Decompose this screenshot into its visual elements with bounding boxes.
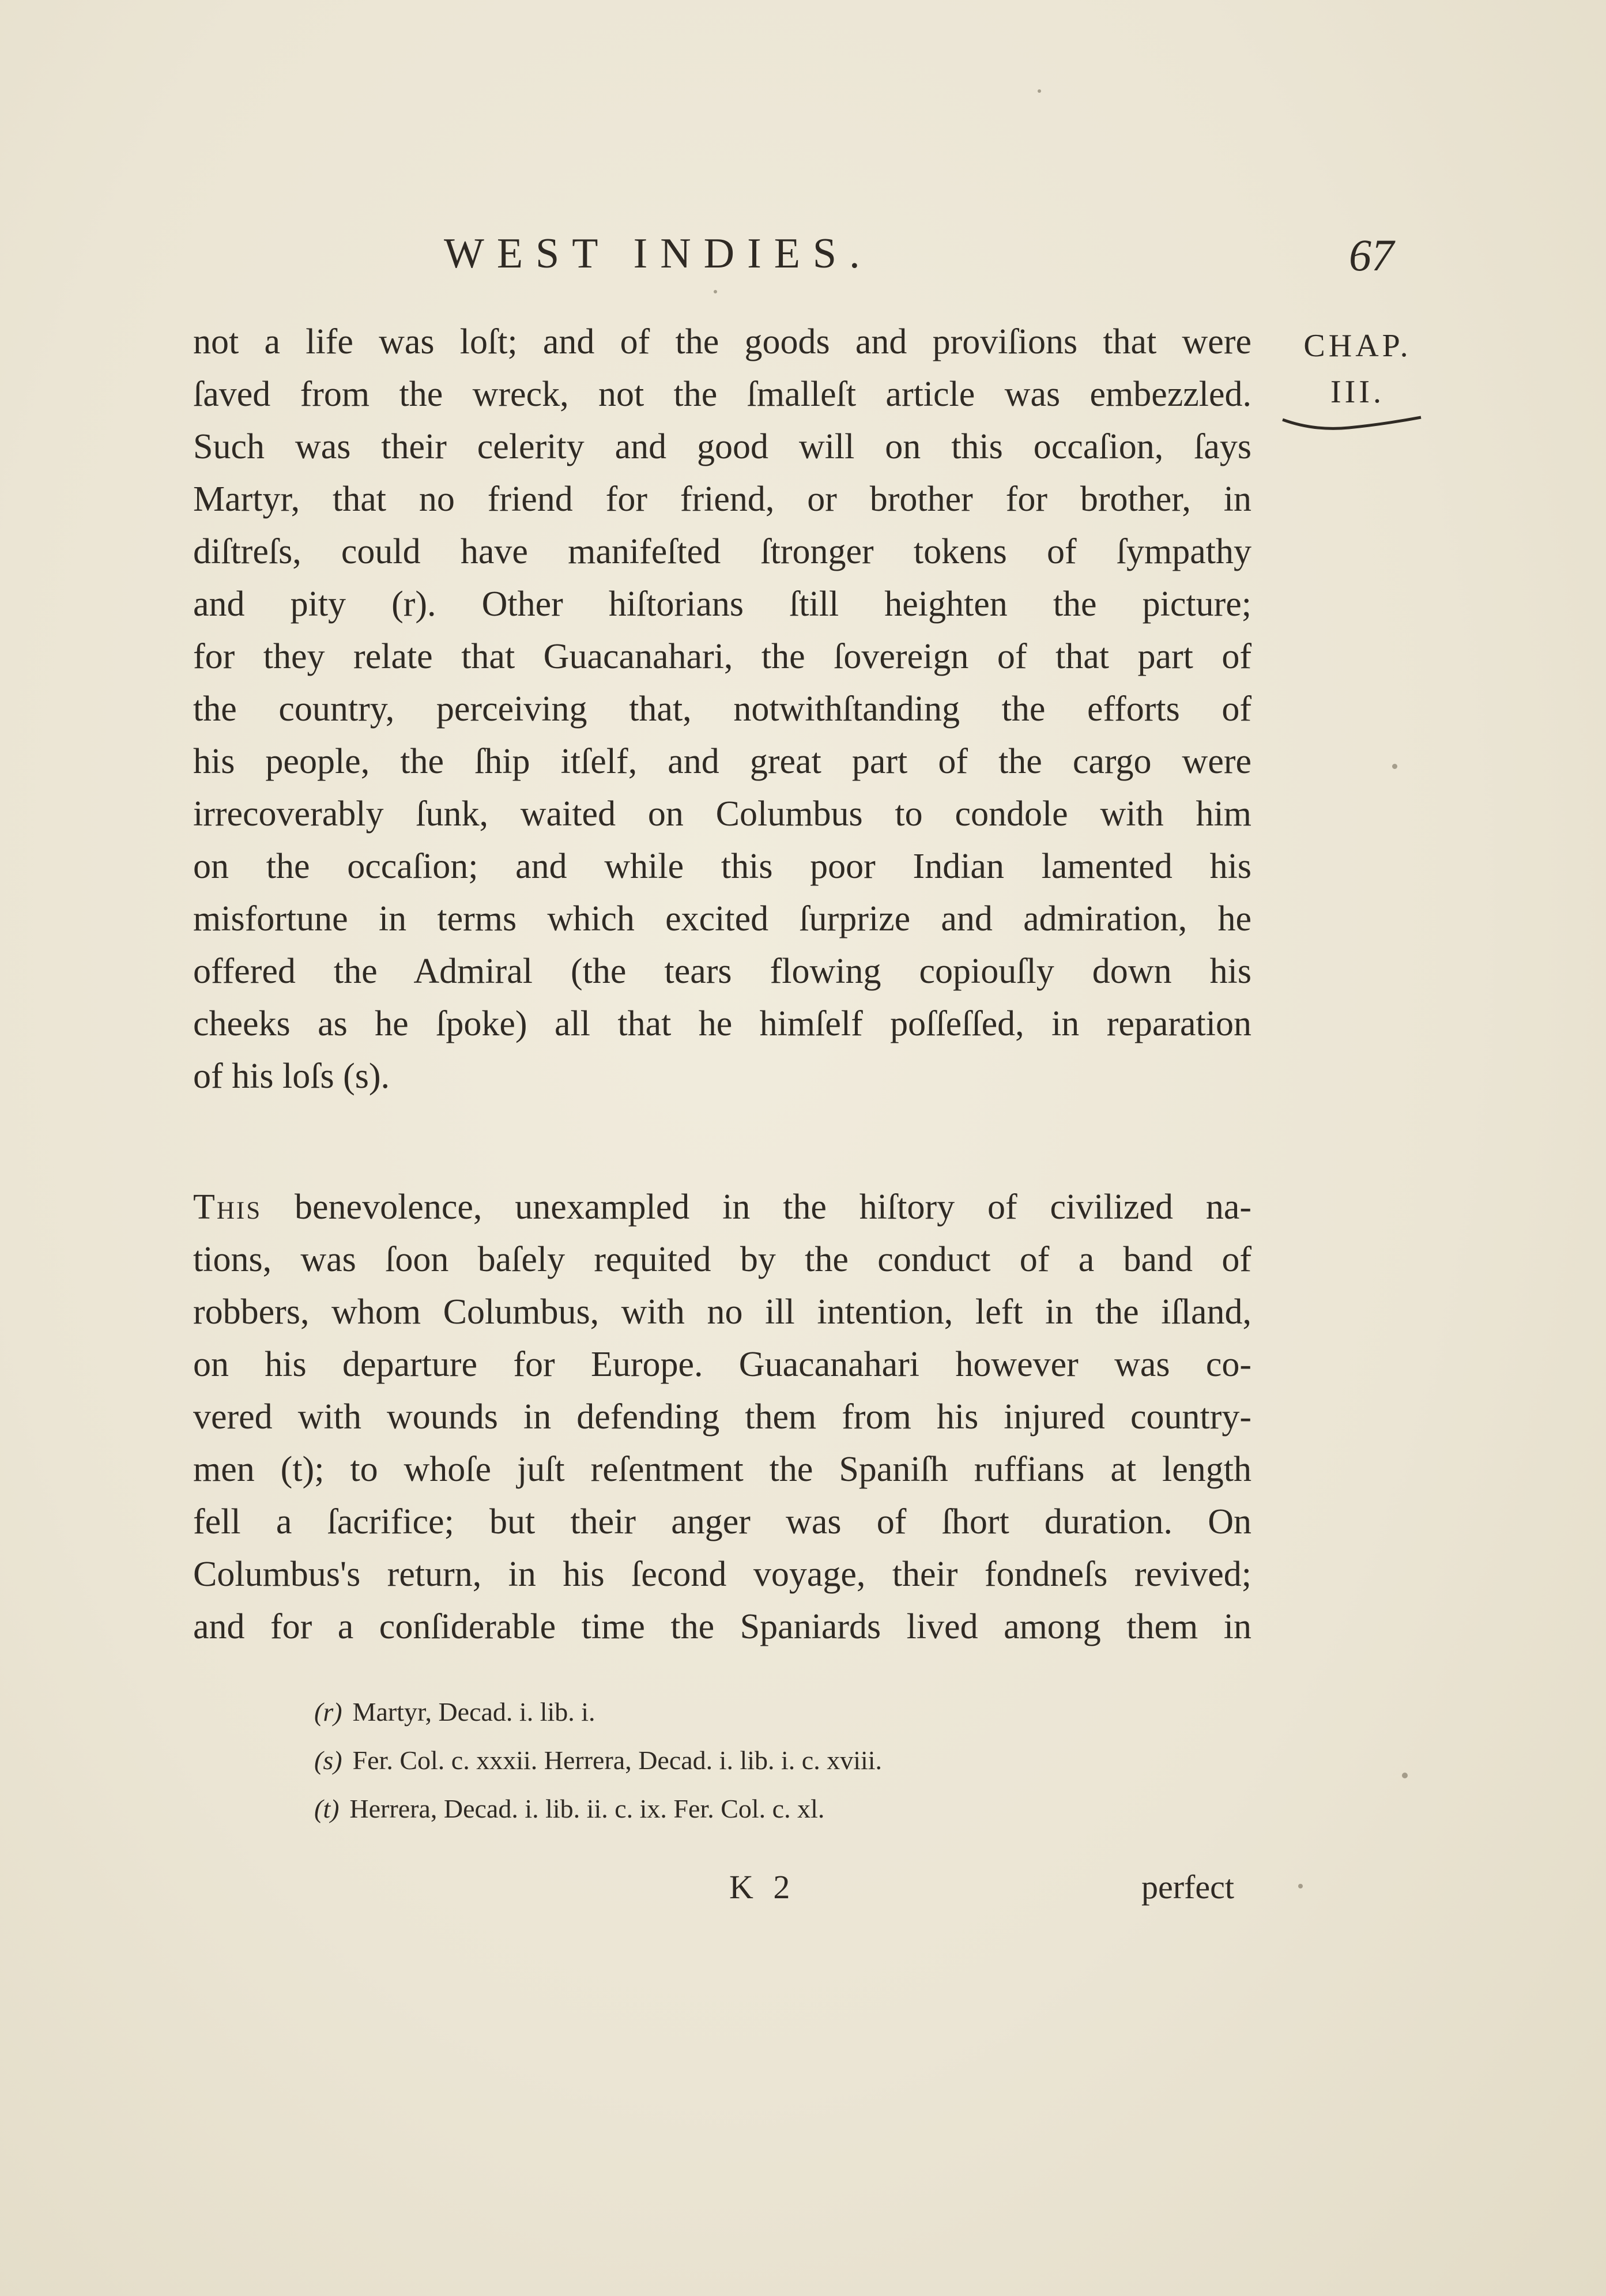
text-line: This benevolence, unexampled in the hiſtory of civilized na- xyxy=(193,1187,1251,1227)
text-line: offered the Admiral (the tears flowing copiouſly down his xyxy=(193,952,1251,991)
chapter-number: III. xyxy=(1330,374,1385,410)
text-line: not a life was loſt; and of the goods and proviſions that were xyxy=(193,322,1251,361)
margin-brace-ornament xyxy=(1280,414,1424,437)
footnote-mark: (s) xyxy=(314,1745,342,1775)
text-line: of his loſs (s). xyxy=(193,1057,390,1096)
text-line: fell a ſacrifice; but their anger was of ſhort duration. On xyxy=(193,1502,1251,1541)
text-line: for they relate that Guacanahari, the ſovereign of that part of xyxy=(193,637,1251,676)
text-line: and for a conſiderable time the Spaniards lived among them in xyxy=(193,1607,1251,1646)
page-number: 67 xyxy=(1349,230,1394,280)
text-line: cheeks as he ſpoke) all that he himſelf poſſeſſed, in reparation xyxy=(193,1004,1251,1043)
paper-spot xyxy=(1402,1773,1408,1778)
text-line: his people, the ſhip itſelf, and great part of the cargo were xyxy=(193,742,1251,781)
footnote xyxy=(314,1785,1179,1833)
footnote xyxy=(314,1736,1179,1785)
footnote xyxy=(314,1688,1179,1736)
paper-spot xyxy=(714,290,717,293)
text-line: men (t); to whoſe juſt reſentment the Spaniſh ruffians at length xyxy=(193,1450,1251,1489)
text-line: diſtreſs, could have manifeſted ſtronger tokens of ſympathy xyxy=(193,532,1251,571)
footnote-text: Martyr, Decad. i. lib. i. xyxy=(352,1697,595,1726)
text-line: Such was their celerity and good will on this occaſion, ſays xyxy=(193,427,1251,466)
text-line: irrecoverably ſunk, waited on Columbus to condole with him xyxy=(193,794,1251,834)
text-line: on the occaſion; and while this poor Indian lamented his xyxy=(193,847,1251,886)
signature-mark: K 2 xyxy=(729,1868,796,1906)
paragraph-2 xyxy=(193,1181,1251,1653)
text-line: tions, was ſoon baſely requited by the conduct of a band of xyxy=(193,1240,1251,1279)
paper-spot xyxy=(1392,764,1397,769)
text-line: misfortune in terms which excited ſurprize and admiration, he xyxy=(193,899,1251,938)
lead-word: This xyxy=(193,1187,262,1227)
text-line: ſaved from the wreck, not the ſmalleſt article was embezzled. xyxy=(193,375,1251,414)
text-line: Martyr, that no friend for friend, or brother for brother, in xyxy=(193,480,1251,519)
running-head xyxy=(0,229,1606,293)
text-line: Columbus's return, in his ſecond voyage, their fondneſs revived; xyxy=(193,1555,1251,1594)
catchword: perfect xyxy=(1141,1868,1234,1906)
footnote-mark: (t) xyxy=(314,1794,340,1823)
footnote-mark: (r) xyxy=(314,1697,342,1726)
text-line: the country, perceiving that, notwithſtanding the efforts of xyxy=(193,689,1251,729)
footnotes xyxy=(314,1688,1179,1833)
footnote-text: Herrera, Decad. i. lib. ii. c. ix. Fer. Col. c. xl. xyxy=(349,1794,825,1823)
text-line: on his departure for Europe. Guacanahari however was co- xyxy=(193,1345,1251,1384)
text-line: and pity (r). Other hiſtorians ſtill heighten the picture; xyxy=(193,585,1251,624)
chapter-margin-note xyxy=(1274,323,1441,415)
paper-spot xyxy=(1298,1884,1303,1888)
paragraph-1 xyxy=(193,316,1251,1103)
text-line: vered with wounds in defending them from his injured country- xyxy=(193,1397,1251,1437)
text-line: robbers, whom Columbus, with no ill intention, left in the iſland, xyxy=(193,1292,1251,1332)
chapter-label: CHAP. xyxy=(1303,328,1412,364)
footnote-text: Fer. Col. c. xxxii. Herrera, Decad. i. lib. i. c. xviii. xyxy=(352,1745,883,1775)
paper-spot xyxy=(1038,89,1041,93)
main-text xyxy=(193,316,1251,1653)
running-head-title: WEST INDIES. xyxy=(444,230,873,277)
